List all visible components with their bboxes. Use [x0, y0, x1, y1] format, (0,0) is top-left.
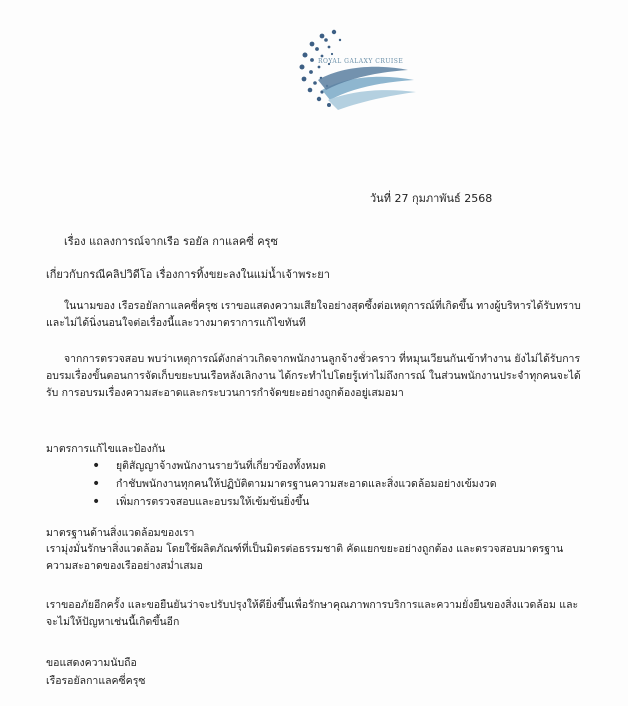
royal-galaxy-cruise-logo: [282, 10, 432, 130]
list-item: • ยุติสัญญาจ้างพนักงานรายวันที่เกี่ยวข้องทั้งหมด: [92, 457, 497, 475]
paragraph-investigation: จากการตรวจสอบ พบว่าเหตุการณ์ดังกล่าวเกิดจากพนักงานลูกจ้างชั่วคราว ที่หมุนเวียนกันเข้าทำงาน ยังไม่ได้รับการอบรมเรื่องขั้นตอนการจัดเก็บขยะบนเรือหลังเลิกงาน ได้กระทำไปโดยรู้เท่าไม่ถึงการณ์ ในส่วนพนักงานประจำทุกคนจะได้รับ การอบรมเรื่องความสะอาดและกระบวนการกำจัดขยะอย่างถูกต้องอยู่เสมอมา: [46, 353, 581, 399]
list-item: • เพิ่มการตรวจสอบและอบรมให้เข้มข้นยิ่งขึ้น: [92, 493, 497, 511]
letter-subject: เรื่อง แถลงการณ์จากเรือ รอยัล กาแลคซี่ ครุซ: [64, 235, 278, 248]
logo-text: ROYAL GALAXY CRUISE: [318, 58, 404, 65]
letter-date: วันที่ 27 กุมภาพันธ์ 2568: [370, 192, 493, 205]
standards-heading: มาตรฐานด้านสิ่งแวดล้อมของเรา: [46, 527, 195, 539]
paragraph-commitment: เราขออภัยอีกครั้ง และขอยืนยันว่าจะปรับปรุงให้ดียิ่งขึ้นเพื่อรักษาคุณภาพการบริการและความยั่งยืนของสิ่งแวดล้อม และจะไม่ให้ปัญหาเช่นนี้เกิดขึ้นอีก: [46, 599, 579, 628]
signature: เรือรอยัลกาแลคซี่ครุซ: [46, 675, 146, 687]
measures-heading: มาตรการแก้ไขและป้องกัน: [46, 443, 166, 455]
measures-list: [92, 457, 497, 511]
list-item: • กำชับพนักงานทุกคนให้ปฏิบัติตามมาตรฐานความสะอาดและสิ่งแวดล้อมอย่างเข้มงวด: [92, 475, 497, 493]
letter-about: เกี่ยวกับกรณีคลิปวิดีโอ เรื่องการทิ้งขยะลงในแม่น้ำเจ้าพระยา: [46, 268, 330, 281]
paragraph-standards: เรามุ่งมั่นรักษาสิ่งแวดล้อม โดยใช้ผลิตภัณฑ์ที่เป็นมิตรต่อธรรมชาติ คัดแยกขยะอย่างถูกต้อง และตรวจสอบมาตรฐานความสะอาดของเรืออย่างสม่ำเสมอ: [46, 543, 564, 572]
paragraph-apology: ในนามของ เรือรอยัลกาแลคซี่ครุซ เราขอแสดงความเสียใจอย่างสุดซึ้งต่อเหตุการณ์ที่เกิดขึ้น ทางผู้บริหารได้รับทราบและไม่ได้นิ่งนอนใจต่อเรื่องนี้และวางมาตราการแก้ไขทันที: [46, 300, 581, 329]
closing: ขอแสดงความนับถือ: [46, 657, 137, 669]
